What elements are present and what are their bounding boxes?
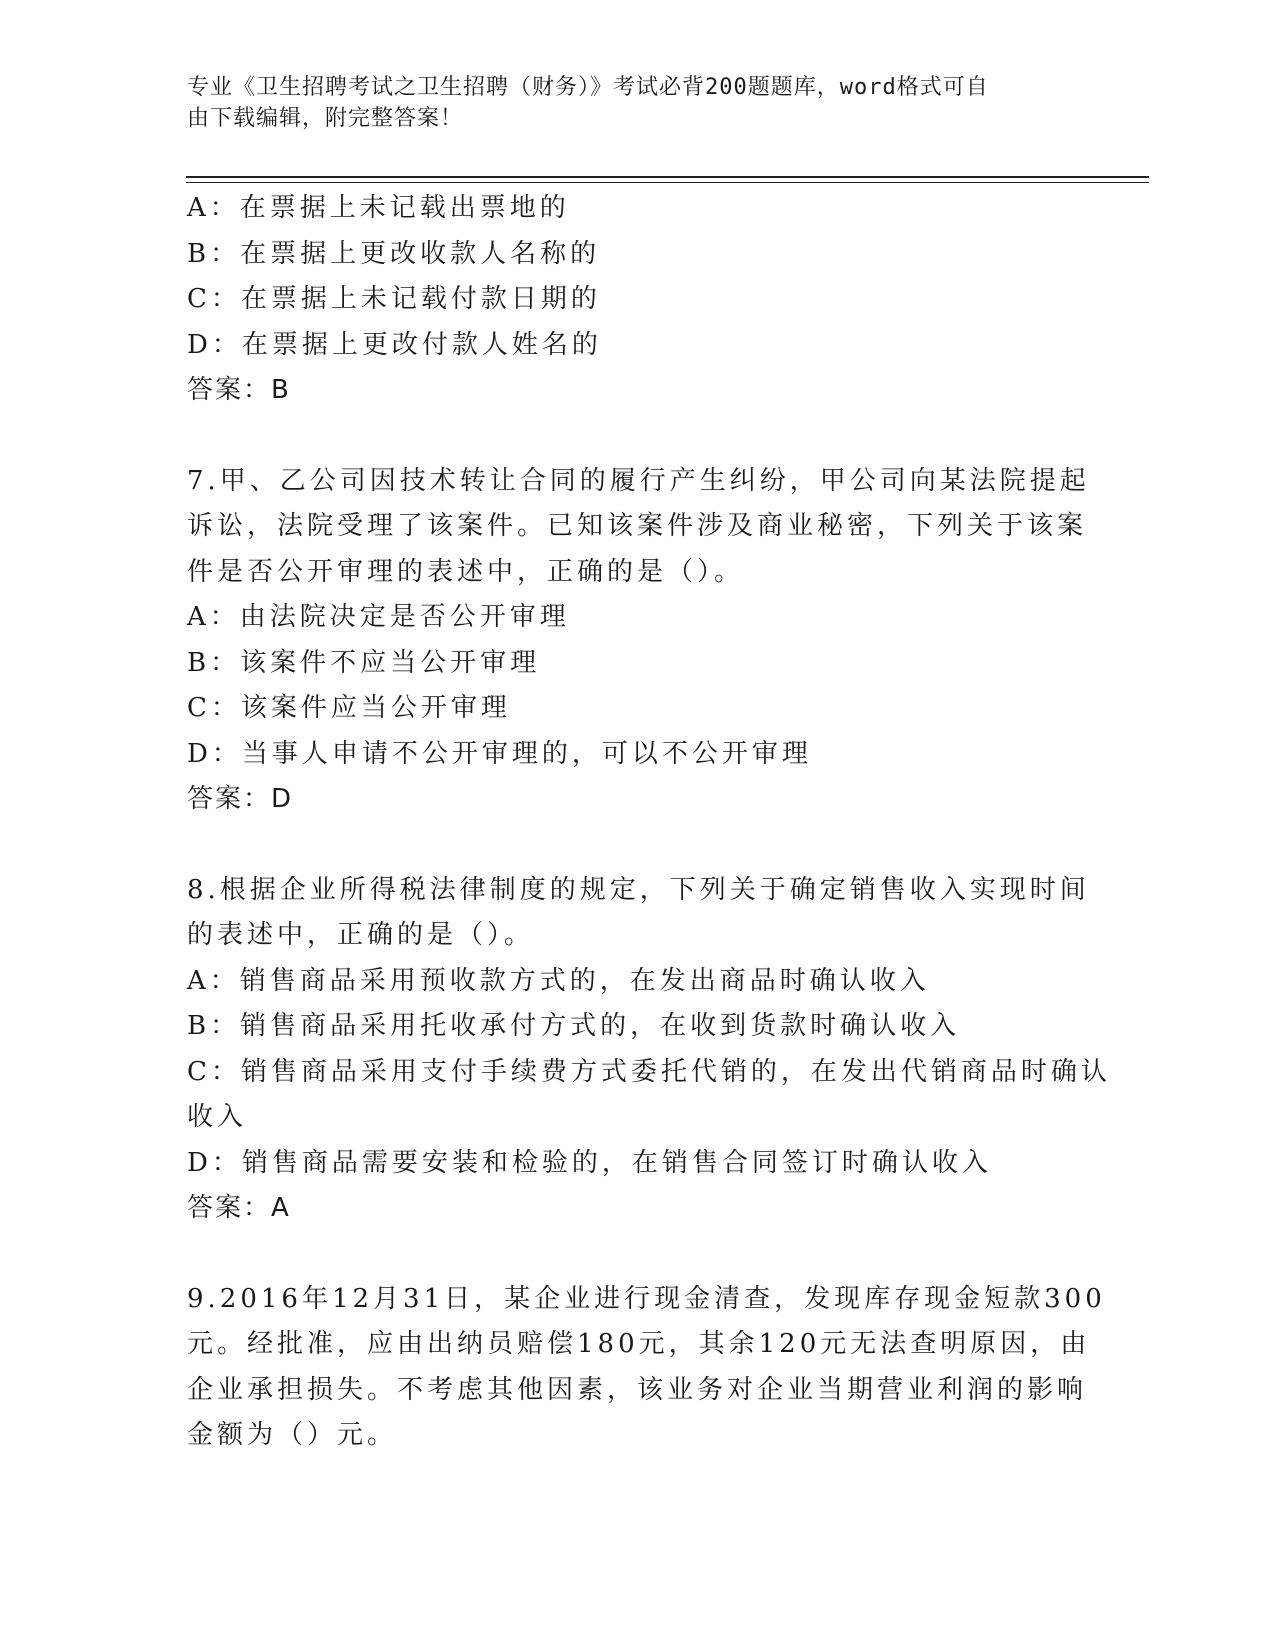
question-9 (187, 1277, 1106, 1459)
option-b: B：该案件不应当公开审理 (187, 647, 541, 678)
option-a: A：销售商品采用预收款方式的，在发出商品时确认收入 (187, 965, 930, 996)
header-line-2: 由下载编辑，附完整答案！ (187, 106, 464, 131)
option-c-continued: 收入 (187, 1102, 248, 1132)
option-b: B：在票据上更改收款人名称的 (187, 238, 601, 269)
option-a: A：在票据上未记载出票地的 (187, 193, 570, 223)
question-8 (187, 868, 1111, 1232)
question-text-line: 元。经批准，应由出纳员赔偿180元，其余120元无法查明原因，由 (187, 1329, 1091, 1359)
header-line-1: 专业《卫生招聘考试之卫生招聘（财务）》考试必背200题题库，word格式可自 (187, 75, 989, 100)
option-a: A：由法院决定是否公开审理 (187, 602, 570, 632)
spacer (187, 823, 1067, 868)
document-header (187, 72, 1067, 134)
question-text-line: 企业承担损失。不考虑其他因素，该业务对企业当期营业利润的影响 (187, 1374, 1088, 1405)
question-text-line: 件是否公开审理的表述中，正确的是（）。 (187, 556, 745, 587)
option-b: B：销售商品采用托收承付方式的，在收到货款时确认收入 (187, 1011, 961, 1041)
question-text-line: 8.根据企业所得税法律制度的规定，下列关于确定销售收入实现时间 (187, 874, 1090, 905)
document-body (187, 186, 1111, 1459)
option-d: D：当事人申请不公开审理的，可以不公开审理 (187, 738, 812, 769)
question-text-line: 金额为（）元。 (187, 1420, 398, 1450)
answer: 答案：B (187, 375, 291, 405)
option-c: C：销售商品采用支付手续费方式委托代销的，在发出代销商品时确认 (187, 1056, 1111, 1087)
option-d: D：在票据上更改付款人姓名的 (187, 329, 602, 360)
option-c: C：该案件应当公开审理 (187, 693, 511, 723)
option-d: D：销售商品需要安装和检验的，在销售合同签订时确认收入 (187, 1147, 992, 1178)
question-7 (187, 459, 1090, 823)
answer: 答案：D (187, 784, 294, 814)
answer: 答案：A (187, 1193, 291, 1223)
question-text-line: 的表述中，正确的是（）。 (187, 920, 535, 950)
question-text-line: 9.2016年12月31日，某企业进行现金清查，发现库存现金短款300 (187, 1283, 1106, 1314)
question-text-line: 7.甲、乙公司因技术转让合同的履行产生纠纷，甲公司向某法院提起 (187, 465, 1090, 496)
question-6 (187, 186, 1067, 414)
header-divider-thin (186, 182, 1149, 183)
question-text-line: 诉讼，法院受理了该案件。已知该案件涉及商业秘密，下列关于该案 (187, 511, 1088, 541)
header-divider-thick (186, 176, 1149, 178)
spacer (187, 1232, 1067, 1277)
spacer (187, 414, 1067, 459)
option-c: C：在票据上未记载付款日期的 (187, 284, 601, 314)
